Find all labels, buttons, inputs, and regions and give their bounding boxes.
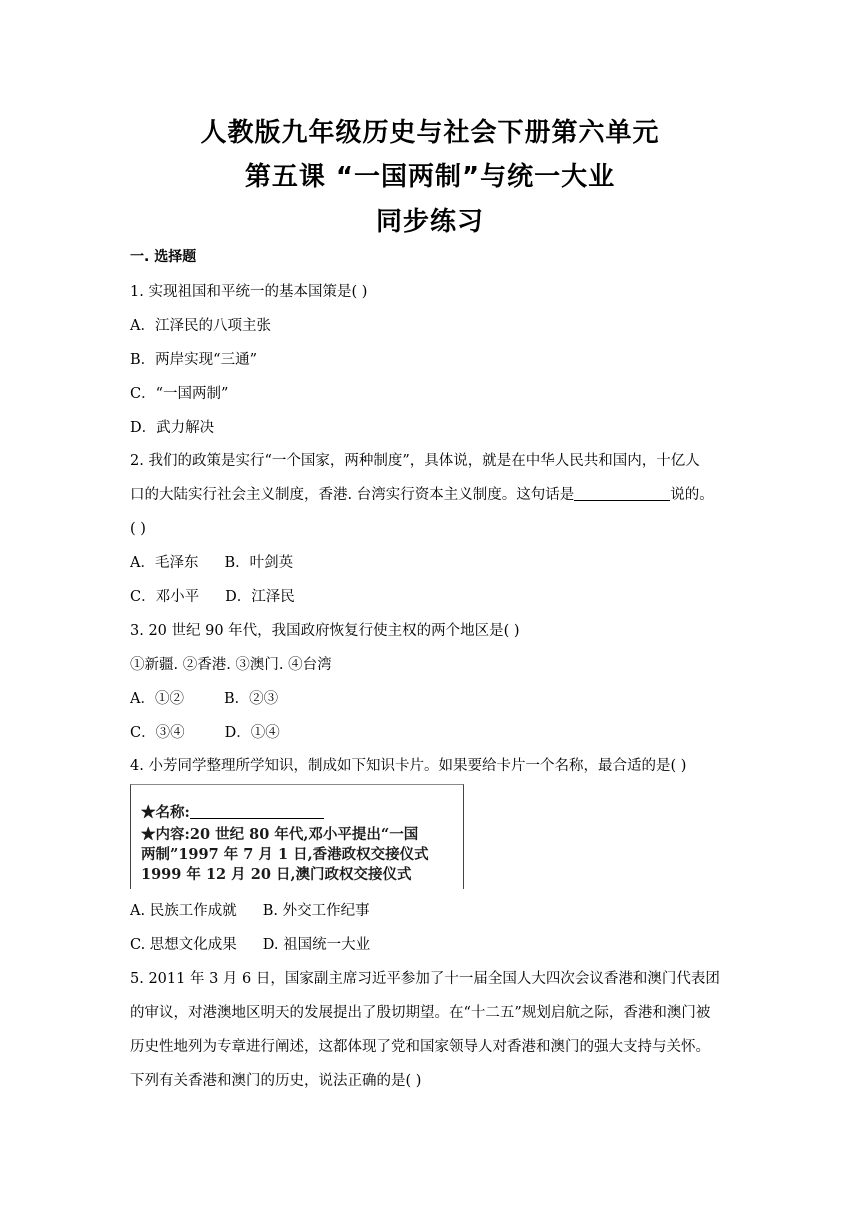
question-4-option-d: D. 祖国统一大业 bbox=[262, 937, 371, 953]
card-name-label: ★名称: bbox=[141, 804, 190, 821]
question-2-option-c: C．邓小平 bbox=[130, 589, 200, 605]
card-name-blank bbox=[190, 804, 324, 819]
question-3-options-row-2 bbox=[130, 723, 740, 743]
card-content-line-3: 1999 年 12 月 20 日,澳门政权交接仪式 bbox=[141, 866, 412, 883]
question-1-option-c: C．“一国两制” bbox=[130, 386, 229, 402]
question-4-option-a: A. 民族工作成就 bbox=[130, 903, 237, 919]
question-3-option-b: B．②③ bbox=[223, 691, 279, 707]
question-2-stem-line-3: ( ) bbox=[130, 521, 146, 537]
title-line-3: 同步练习 bbox=[375, 207, 484, 237]
question-2-option-d: D．江泽民 bbox=[225, 589, 295, 605]
question-3-option-c: C．③④ bbox=[130, 725, 185, 741]
question-1-stem: 1. 实现祖国和平统一的基本国策是( ) bbox=[130, 284, 368, 300]
question-3-stem: 3. 20 世纪 90 年代，我国政府恢复行使主权的两个地区是( ) bbox=[130, 623, 520, 639]
question-3-option-a: A．①② bbox=[130, 691, 184, 707]
title-line-2: 第五课 “一国两制”与统一大业 bbox=[244, 162, 616, 192]
question-3-choices: ①新疆. ②香港. ③澳门. ④台湾 bbox=[130, 657, 332, 673]
question-3-options-row-1 bbox=[130, 689, 740, 709]
question-2-options-row-2 bbox=[130, 587, 740, 607]
question-4-options-row-2 bbox=[130, 935, 740, 955]
question-2-options-row-1 bbox=[130, 553, 740, 573]
question-1-option-b: B．两岸实现“三通” bbox=[130, 352, 257, 368]
question-2-stem-line-2-pre: 口的大陆实行社会主义制度，香港. 台湾实行资本主义制度。这句话是 bbox=[130, 487, 575, 503]
question-1-option-d: D．武力解决 bbox=[130, 420, 215, 436]
question-2-stem-line-1: 2. 我们的政策是实行“一个国家，两种制度”，具体说，就是在中华人民共和国内，十亿人 bbox=[130, 453, 700, 469]
card-content-line-2: 两制”1997 年 7 月 1 日,香港政权交接仪式 bbox=[141, 846, 429, 863]
question-2-stem-line-2-post: 说的。 bbox=[670, 487, 714, 503]
question-5-stem-line-1: 5. 2011 年 3 月 6 日，国家副主席习近平参加了十一届全国人大四次会议香港和澳门代表团 bbox=[130, 971, 720, 987]
question-2-option-b: B．叶剑英 bbox=[224, 555, 294, 571]
question-4-option-c: C. 思想文化成果 bbox=[130, 937, 237, 953]
question-1-option-a: A．江泽民的八项主张 bbox=[130, 318, 271, 334]
knowledge-card bbox=[130, 784, 464, 889]
title-line-1: 人教版九年级历史与社会下册第六单元 bbox=[200, 118, 660, 148]
question-3-option-d: D．①④ bbox=[224, 725, 280, 741]
answer-blank bbox=[574, 486, 670, 501]
question-5-stem-line-4: 下列有关香港和澳门的历史，说法正确的是( ) bbox=[130, 1073, 422, 1089]
card-name-row bbox=[141, 803, 324, 823]
section-heading: 一. 选择题 bbox=[130, 249, 197, 265]
question-5-stem-line-3: 历史性地列为专章进行阐述，这都体现了党和国家领导人对香港和澳门的强大支持与关怀。 bbox=[130, 1039, 710, 1055]
question-4-stem: 4. 小芳同学整理所学知识，制成如下知识卡片。如果要给卡片一个名称，最合适的是( ) bbox=[130, 758, 687, 774]
card-content-line-1: ★内容:20 世纪 80 年代,邓小平提出“一国 bbox=[141, 826, 419, 843]
question-5-stem-line-2: 的审议，对港澳地区明天的发展提出了殷切期望。在“十二五”规划启航之际，香港和澳门被 bbox=[130, 1005, 711, 1021]
question-4-options-row-1 bbox=[130, 901, 740, 921]
question-4-option-b: B. 外交工作纪事 bbox=[262, 903, 370, 919]
question-2-stem-line-2 bbox=[130, 485, 740, 505]
question-2-option-a: A．毛泽东 bbox=[130, 555, 199, 571]
